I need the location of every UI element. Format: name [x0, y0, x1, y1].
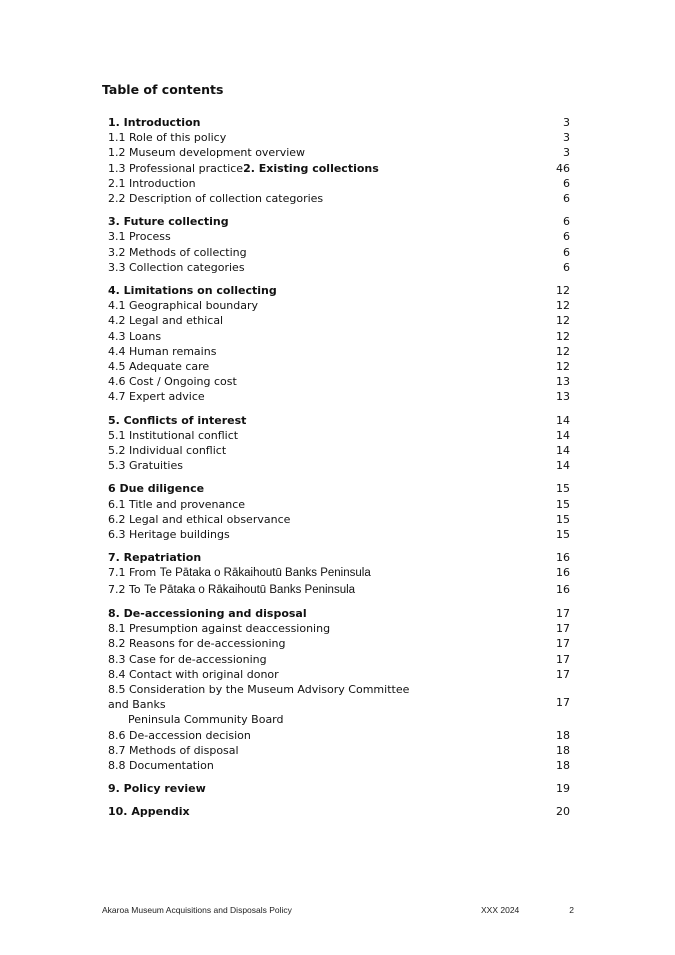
toc-entry[interactable] — [108, 582, 570, 598]
toc-page-number: 12 — [556, 329, 570, 343]
toc-section — [108, 115, 570, 206]
toc-entry-continuation: Peninsula Community Board — [128, 713, 284, 727]
toc-page-number: 6 — [563, 215, 570, 229]
toc-page-number: 18 — [556, 758, 570, 772]
toc-section — [108, 550, 570, 598]
toc-entry-label — [108, 606, 530, 621]
toc-entry-text: 1. Introduction — [108, 116, 201, 129]
toc-entry[interactable] — [108, 145, 570, 160]
toc-entry-text: 6.1 Title and provenance — [108, 497, 246, 511]
toc-page-number: 13 — [556, 375, 570, 389]
toc-entry-text: 3.1 Process — [108, 230, 171, 244]
toc-entry-label — [108, 359, 530, 374]
toc-entry-label — [108, 191, 530, 206]
toc-entry-label — [108, 512, 530, 527]
toc-page-number: 6 — [563, 176, 570, 190]
toc-entry-label — [108, 804, 530, 819]
toc-page-number: 3 — [563, 116, 570, 129]
toc-entry-label — [108, 497, 530, 512]
toc-page-number: 6 — [563, 260, 570, 274]
toc-entry-label — [108, 313, 530, 328]
toc-page-number: 6 — [563, 192, 570, 206]
toc-entry-label — [108, 682, 530, 728]
toc-entry-text: 8.7 Methods of disposal — [108, 743, 239, 757]
toc-entry-label — [108, 743, 530, 758]
toc-page-number: 3 — [563, 131, 570, 145]
footer-document-title: Akaroa Museum Acquisitions and Disposals Policy — [102, 905, 292, 915]
toc-entry-label — [108, 374, 530, 389]
toc-page-number: 18 — [556, 743, 570, 757]
toc-page-number: 15 — [556, 528, 570, 542]
toc-entry-text: 4.1 Geographical boundary — [108, 299, 259, 313]
toc-entry-text: 1.2 Museum development overview — [108, 146, 306, 160]
toc-page-number: 16 — [556, 551, 570, 565]
toc-entry-text: 3.2 Methods of collecting — [108, 245, 247, 259]
toc-page-number: 3 — [563, 146, 570, 160]
toc-entry-label — [108, 298, 530, 313]
toc-page-number: 17 — [556, 667, 570, 681]
toc-entry-text: 8.2 Reasons for de-accessioning — [108, 637, 286, 651]
toc-entry[interactable] — [108, 344, 570, 359]
toc-entry-label — [108, 344, 530, 359]
toc-entry-text: 5. Conflicts of interest — [108, 413, 247, 427]
toc-entry-label — [108, 621, 530, 636]
toc-entry-label — [108, 283, 530, 298]
toc-entry-label — [108, 458, 530, 473]
footer-date: XXX 2024 — [481, 905, 520, 915]
toc-entry[interactable] — [108, 758, 570, 773]
toc-entry[interactable] — [108, 682, 570, 728]
toc-page-number: 14 — [556, 413, 570, 427]
toc-entry[interactable] — [108, 260, 570, 275]
toc-page-number: 19 — [556, 782, 570, 796]
toc-entry-text: 7. Repatriation — [108, 551, 202, 565]
toc-heading-entry[interactable] — [108, 804, 570, 819]
toc-page-number: 17 — [556, 606, 570, 620]
toc-page-number: 12 — [556, 314, 570, 328]
toc-entry[interactable] — [108, 636, 570, 651]
toc-entry-label — [108, 329, 530, 344]
toc-entry-label — [108, 214, 530, 229]
toc-page-number: 12 — [556, 360, 570, 374]
toc-heading-entry[interactable] — [108, 283, 570, 298]
toc-section — [108, 781, 570, 796]
toc-entry[interactable] — [108, 329, 570, 344]
toc-entry-bold-text: 2. Existing collections — [243, 161, 379, 175]
toc-entry-label — [108, 115, 530, 130]
toc-entry[interactable] — [108, 667, 570, 682]
toc-entry[interactable] — [108, 374, 570, 389]
toc-entry-label — [108, 636, 530, 651]
toc-entry-text: 7.2 To — [108, 582, 145, 596]
toc-heading-entry[interactable] — [108, 606, 570, 621]
toc-entry[interactable] — [108, 565, 570, 581]
toc-entry-label — [108, 652, 530, 667]
table-of-contents — [108, 115, 570, 828]
toc-entry[interactable] — [108, 443, 570, 458]
toc-entry-place-name: Te Pātaka o Rākaihoutū Banks Peninsula — [159, 567, 371, 580]
toc-entry-label — [108, 582, 530, 598]
toc-entry-text: 4.3 Loans — [108, 329, 162, 343]
toc-entry[interactable] — [108, 428, 570, 443]
toc-entry-label — [108, 781, 530, 796]
toc-entry-text: 6 Due diligence — [108, 482, 205, 496]
toc-page-number: 6 — [563, 230, 570, 244]
toc-entry[interactable] — [108, 652, 570, 667]
toc-entry-text: 5.1 Institutional conflict — [108, 428, 239, 442]
toc-entry-text: 4.6 Cost / Ongoing cost — [108, 375, 237, 389]
toc-section — [108, 606, 570, 773]
toc-entry-text: 4.5 Adequate care — [108, 360, 210, 374]
toc-entry-text: 8.5 Consideration by the Museum Advisory Committee and Banks — [108, 682, 410, 712]
toc-entry-text: 9. Policy review — [108, 782, 206, 796]
toc-page-number: 14 — [556, 428, 570, 442]
toc-entry[interactable] — [108, 743, 570, 758]
toc-page-number: 16 — [556, 582, 570, 596]
toc-entry-text: 8.4 Contact with original donor — [108, 667, 279, 681]
toc-section — [108, 804, 570, 819]
toc-entry[interactable] — [108, 161, 570, 176]
toc-entry-label — [108, 527, 530, 542]
toc-entry-text: 5.3 Gratuities — [108, 459, 183, 473]
toc-entry-label — [108, 758, 530, 773]
toc-entry-text: 2.2 Description of collection categories — [108, 192, 324, 206]
toc-entry-label — [108, 728, 530, 743]
toc-title: Table of contents — [102, 82, 224, 97]
toc-section — [108, 481, 570, 542]
toc-page-number: 12 — [556, 344, 570, 358]
toc-heading-entry[interactable] — [108, 214, 570, 229]
toc-entry[interactable] — [108, 458, 570, 473]
toc-page-number: 15 — [556, 512, 570, 526]
toc-entry-text: 10. Appendix — [108, 805, 190, 819]
toc-entry-text: 1.3 Professional practice — [108, 161, 244, 175]
toc-entry-label — [108, 176, 530, 191]
toc-entry-label — [108, 413, 530, 428]
toc-entry-label — [108, 145, 530, 160]
toc-entry-text: 5.2 Individual conflict — [108, 444, 227, 458]
toc-entry-text: 2.1 Introduction — [108, 176, 196, 190]
toc-section — [108, 413, 570, 474]
toc-heading-entry[interactable] — [108, 781, 570, 796]
toc-page-number: 6 — [563, 245, 570, 259]
toc-page-number: 17 — [556, 695, 570, 709]
toc-page-number: 13 — [556, 390, 570, 404]
toc-page-number: 17 — [556, 622, 570, 636]
toc-page-number: 16 — [556, 566, 570, 580]
toc-entry-text: 8. De-accessioning and disposal — [108, 606, 307, 620]
toc-entry-text: 6.2 Legal and ethical observance — [108, 512, 291, 526]
toc-entry-text: 4. Limitations on collecting — [108, 284, 277, 298]
toc-page-number: 17 — [556, 652, 570, 666]
toc-entry[interactable] — [108, 176, 570, 191]
toc-entry[interactable] — [108, 497, 570, 512]
toc-entry-place-name: Te Pātaka o Rākaihoutū Banks Peninsula — [144, 583, 356, 596]
toc-page-number: 14 — [556, 459, 570, 473]
toc-entry-text: 7.1 From — [108, 566, 160, 580]
toc-entry[interactable] — [108, 728, 570, 743]
toc-entry[interactable] — [108, 313, 570, 328]
toc-entry-label — [108, 130, 530, 145]
toc-entry-label — [108, 428, 530, 443]
toc-page-number: 18 — [556, 728, 570, 742]
toc-section — [108, 283, 570, 405]
toc-entry-text: 3.3 Collection categories — [108, 260, 245, 274]
toc-page-number: 46 — [556, 161, 570, 175]
toc-entry[interactable] — [108, 298, 570, 313]
footer-page-number: 2 — [569, 905, 574, 915]
toc-entry-label — [108, 550, 530, 565]
toc-entry-label — [108, 389, 530, 404]
toc-entry-label — [108, 667, 530, 682]
toc-page-number: 15 — [556, 482, 570, 496]
toc-page-number: 17 — [556, 637, 570, 651]
toc-page-number: 12 — [556, 299, 570, 313]
toc-entry[interactable] — [108, 527, 570, 542]
toc-entry-label — [108, 443, 530, 458]
toc-entry-text: 8.1 Presumption against deaccessioning — [108, 622, 331, 636]
toc-heading-entry[interactable] — [108, 481, 570, 496]
toc-entry-label — [108, 260, 530, 275]
toc-entry-label — [108, 161, 530, 176]
toc-entry-label — [108, 565, 530, 581]
toc-page-number: 20 — [556, 805, 570, 819]
toc-entry-text: 4.2 Legal and ethical — [108, 314, 224, 328]
toc-entry-text: 6.3 Heritage buildings — [108, 528, 230, 542]
toc-entry[interactable] — [108, 359, 570, 374]
toc-entry-text: 4.4 Human remains — [108, 344, 217, 358]
toc-entry-text: 1.1 Role of this policy — [108, 131, 227, 145]
toc-entry[interactable] — [108, 130, 570, 145]
toc-entry[interactable] — [108, 389, 570, 404]
toc-entry-label — [108, 481, 530, 496]
toc-page-number: 14 — [556, 444, 570, 458]
toc-heading-entry[interactable] — [108, 115, 570, 130]
toc-entry[interactable] — [108, 191, 570, 206]
toc-entry-text: 4.7 Expert advice — [108, 390, 205, 404]
toc-entry[interactable] — [108, 512, 570, 527]
toc-heading-entry[interactable] — [108, 550, 570, 565]
toc-page-number: 12 — [556, 284, 570, 298]
toc-entry-text: 8.8 Documentation — [108, 758, 214, 772]
toc-entry[interactable] — [108, 229, 570, 244]
toc-entry-label — [108, 229, 530, 244]
toc-page-number: 15 — [556, 497, 570, 511]
toc-section — [108, 214, 570, 275]
toc-entry[interactable] — [108, 245, 570, 260]
toc-entry-text: 3. Future collecting — [108, 215, 229, 229]
toc-heading-entry[interactable] — [108, 413, 570, 428]
toc-entry-label — [108, 245, 530, 260]
toc-entry-text: 8.6 De-accession decision — [108, 728, 251, 742]
toc-entry-text: 8.3 Case for de-accessioning — [108, 652, 267, 666]
toc-entry[interactable] — [108, 621, 570, 636]
